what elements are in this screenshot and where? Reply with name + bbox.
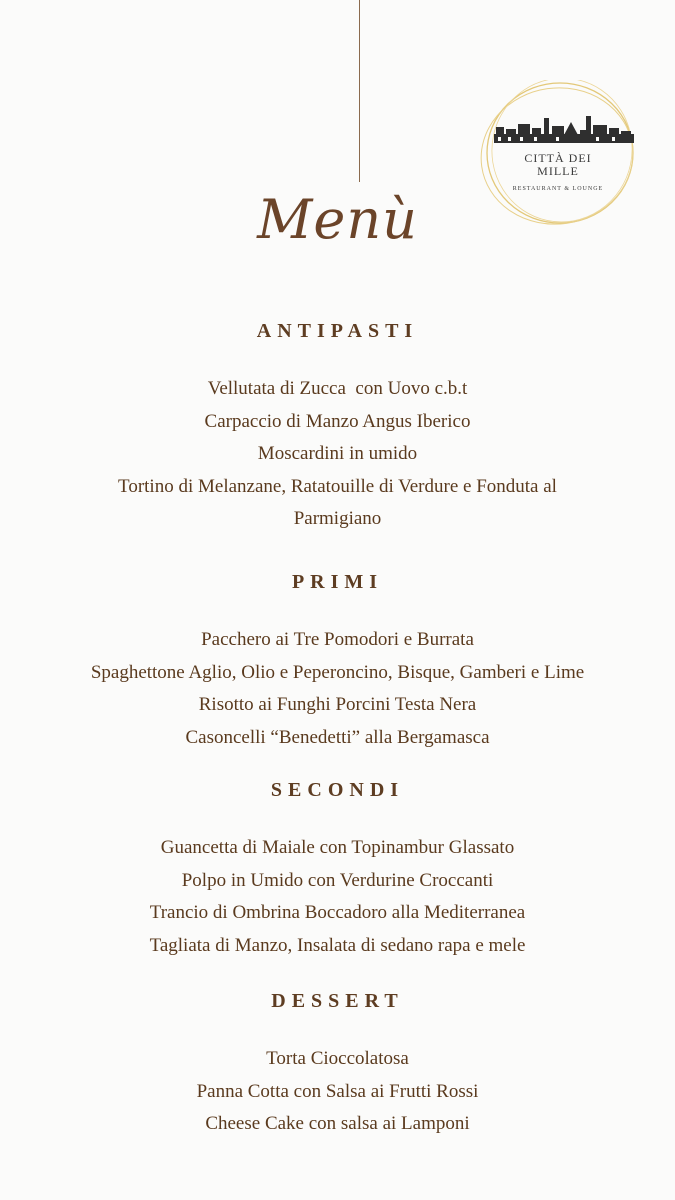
menu-item: Spaghettone Aglio, Olio e Peperoncino, Bisque, Gamberi e Lime	[90, 661, 585, 683]
menu-item: Vellutata di Zucca con Uovo c.b.t	[207, 378, 468, 399]
item-list	[0, 832, 675, 962]
menu-item: Trancio di Ombrina Boccadoro alla Mediterranea	[149, 902, 526, 923]
section-heading: PRIMI	[291, 571, 384, 593]
section-heading: DESSERT	[271, 990, 404, 1012]
section-antipasti	[0, 320, 675, 536]
menu-item: Casoncelli “Benedetti” alla Bergamasca	[185, 726, 490, 748]
menu-item: Risotto ai Funghi Porcini Testa Nera	[198, 694, 477, 715]
menu-item: Cheese Cake con salsa ai Lamponi	[205, 1113, 470, 1134]
section-heading: SECONDI	[270, 779, 405, 801]
logo-title-line1: CITTÀ DEI	[524, 151, 592, 165]
menu-item: Carpaccio di Manzo Angus Iberico	[204, 410, 471, 432]
menu-item: Moscardini in umido	[257, 443, 418, 464]
section-primi	[0, 571, 675, 754]
menu-item: Tortino di Melanzane, Ratatouille di Verdure e Fonduta al	[118, 475, 557, 497]
menu-item: Pacchero ai Tre Pomodori e Burrata	[201, 629, 474, 650]
menu-title: Menù	[257, 188, 418, 251]
logo-subtitle: RESTAURANT & LOUNGE	[512, 186, 604, 192]
item-list	[0, 373, 675, 536]
menu-item: Polpo in Umido con Verdurine Croccanti	[181, 869, 494, 891]
logo-title-line2: MILLE	[537, 164, 579, 178]
menu-item: Torta Cioccolatosa	[266, 1048, 409, 1069]
menu-item: Parmigiano	[293, 508, 382, 529]
section-heading: ANTIPASTI	[256, 320, 419, 342]
item-list	[0, 624, 675, 754]
item-list	[0, 1043, 675, 1141]
menu-item: Panna Cotta con Salsa ai Frutti Rossi	[196, 1080, 479, 1102]
section-dessert	[0, 990, 675, 1141]
menu-item: Tagliata di Manzo, Insalata di sedano rapa e mele	[149, 934, 526, 956]
vertical-divider-line	[359, 0, 360, 182]
logo-title	[478, 152, 638, 178]
menu-item: Guancetta di Maiale con Topinambur Glassato	[160, 837, 515, 858]
section-secondi	[0, 779, 675, 962]
